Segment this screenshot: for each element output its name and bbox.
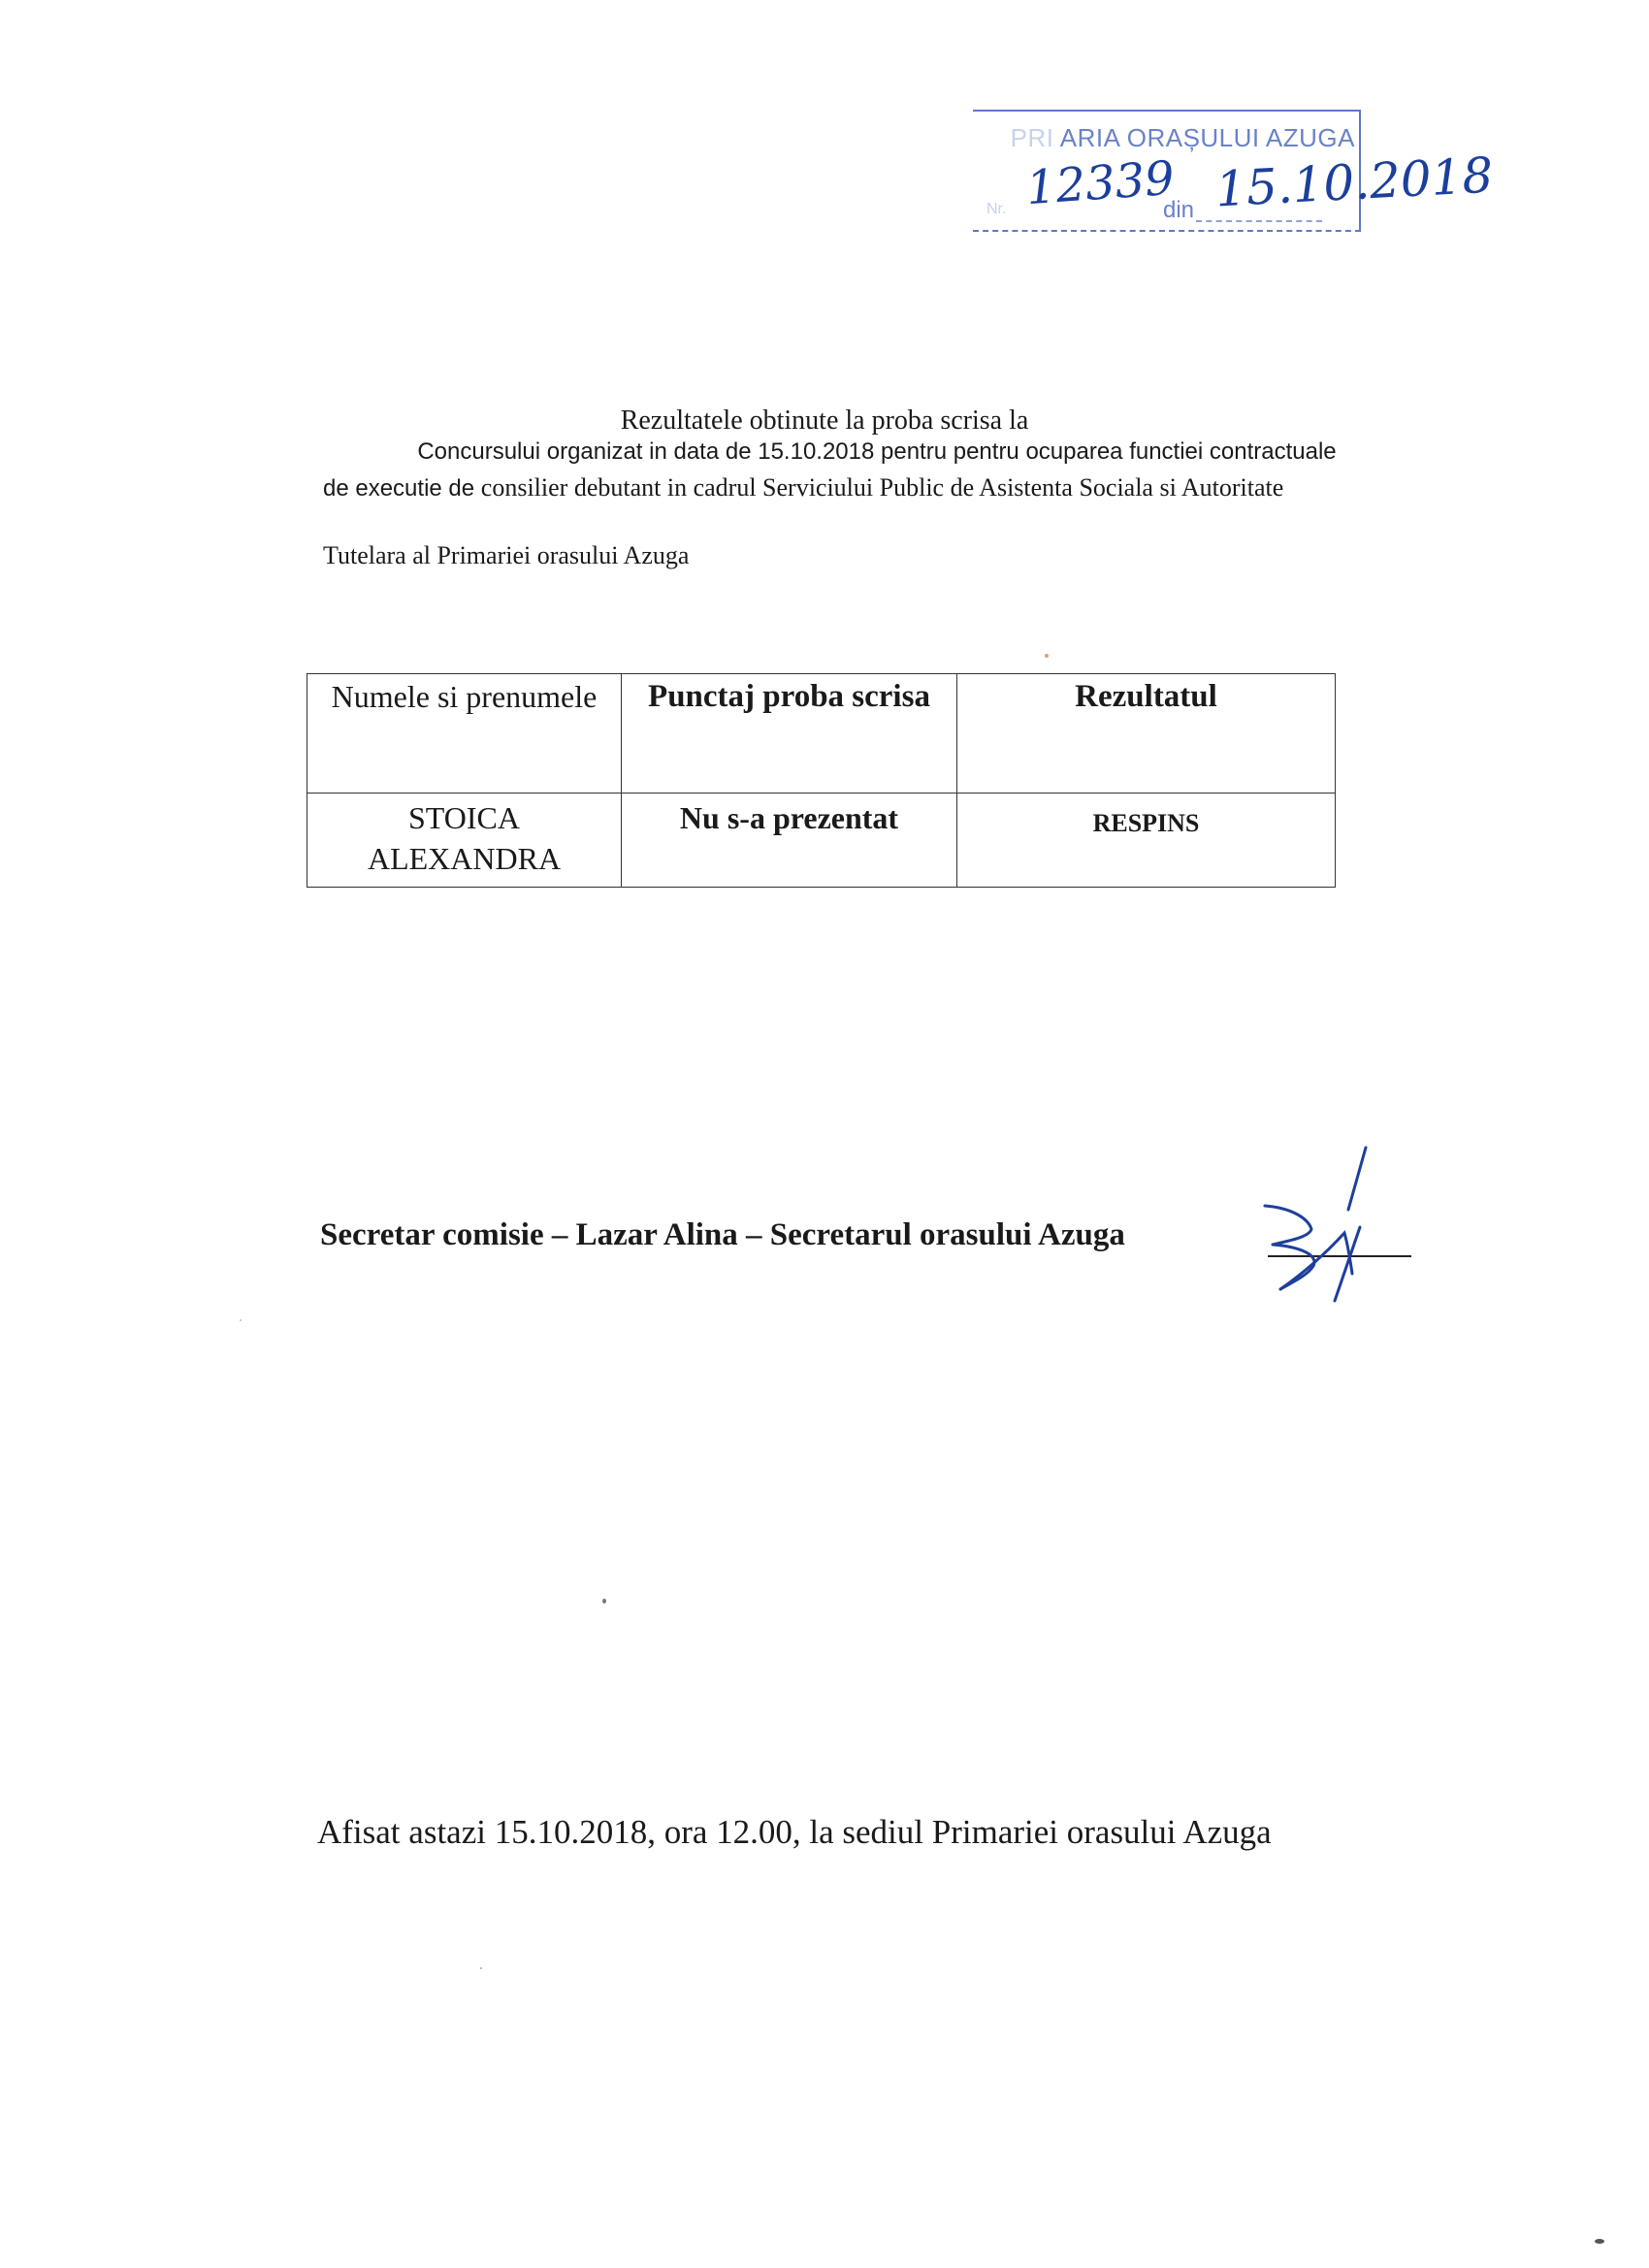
secretary-name: Lazar Alina <box>575 1217 738 1252</box>
results-table <box>307 673 1336 888</box>
secretary-separator-1: – <box>543 1217 576 1252</box>
secretary-role: Secretar comisie <box>320 1217 544 1252</box>
table-row <box>307 794 1336 888</box>
registry-stamp <box>973 110 1495 232</box>
document-subtitle-line-1: Concursului organizat in data de 15.10.2018 pentru pentru ocuparea functiei contractuale <box>417 438 1337 465</box>
scan-speck <box>480 1967 482 1969</box>
stamp-registration-number: 12339 <box>1024 150 1177 216</box>
scan-speck <box>602 1599 606 1604</box>
stamp-title-faded: PRI <box>1010 123 1060 152</box>
stamp-nr-label: Nr. <box>986 201 1007 217</box>
stamp-title <box>973 123 1355 153</box>
document-subtitle-line-3: Tutelara al Primariei orasului Azuga <box>323 541 690 569</box>
document-title: Rezultatele obtinute la proba scrisa la <box>620 405 1029 436</box>
secretary-separator-2: – <box>737 1217 770 1252</box>
subtitle-line-2-sans: de executie de <box>323 475 481 502</box>
secretary-title: Secretarul orasului Azuga <box>769 1217 1125 1252</box>
scan-speck <box>1595 2239 1604 2244</box>
header-score: Punctaj proba scrisa <box>622 674 957 794</box>
stamp-registration-date: 15.10.2018 <box>1213 146 1495 218</box>
stamp-din-label: din <box>1163 197 1195 223</box>
secretary-line <box>320 1217 1125 1253</box>
scan-speck <box>240 1319 242 1321</box>
cell-result: RESPINS <box>957 794 1336 888</box>
posting-note: Afisat astazi 15.10.2018, ora 12.00, la sediul Primariei orasului Azuga <box>317 1813 1272 1851</box>
document-subtitle-line-2 <box>323 473 1283 502</box>
header-name: Numele si prenumele <box>307 674 622 794</box>
scan-speck <box>1045 654 1049 658</box>
header-result: Rezultatul <box>957 674 1336 794</box>
stamp-date-underline <box>1196 220 1322 222</box>
stamp-title-text: ARIA ORAȘULUI AZUGA <box>1059 123 1355 152</box>
cell-candidate-name: STOICA ALEXANDRA <box>307 794 622 888</box>
handwritten-signature <box>1251 1140 1387 1305</box>
subtitle-line-2-serif: consilier debutant in cadrul Serviciului Public de Asistenta Sociala si Autoritate <box>480 473 1284 502</box>
cell-score: Nu s-a prezentat <box>622 794 957 888</box>
table-header-row <box>307 674 1336 794</box>
